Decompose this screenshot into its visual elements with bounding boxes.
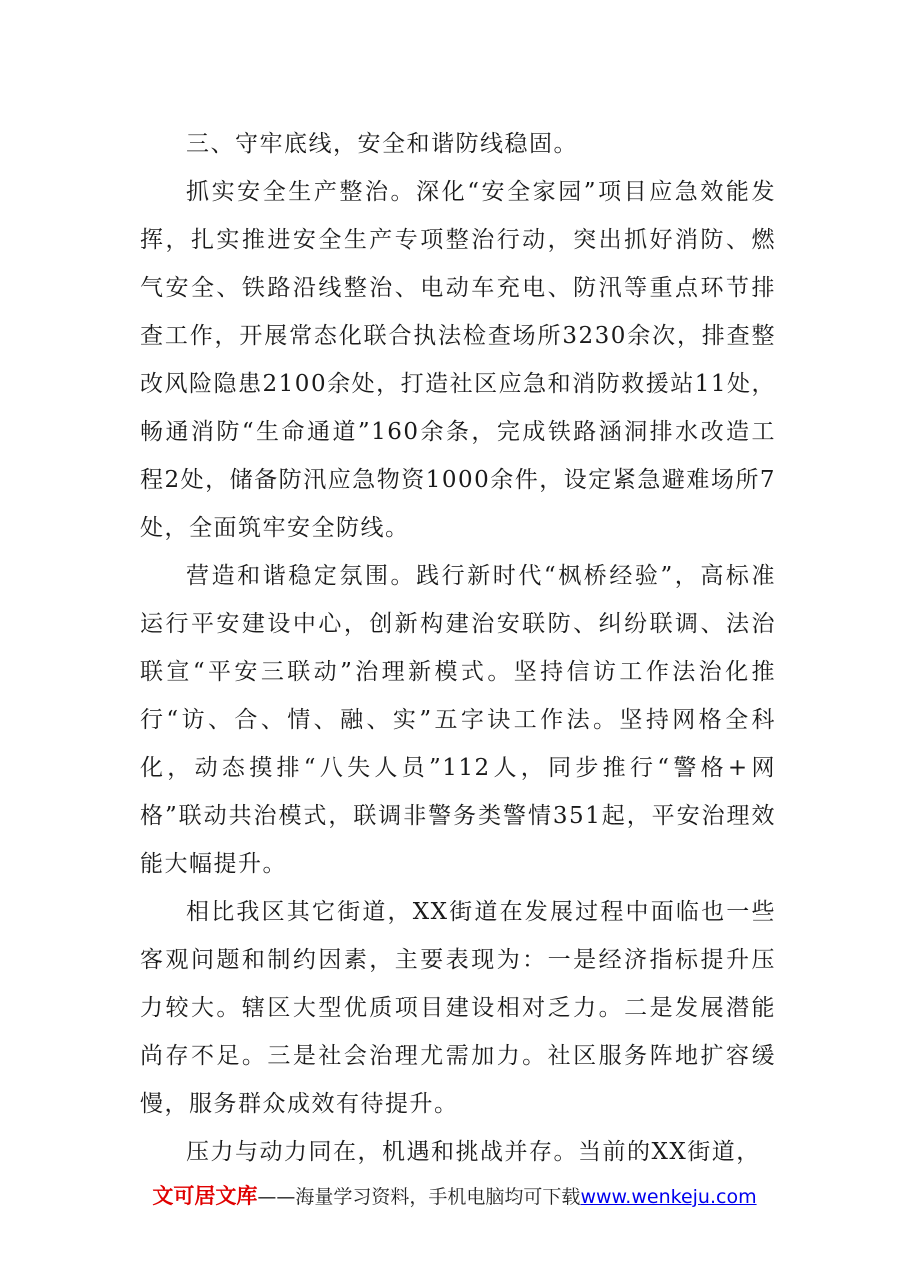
footer-banner (0, 1180, 909, 1210)
document-body (140, 120, 776, 1176)
footer-tagline: ——海量学习资料，手机电脑均可下载 (257, 1186, 581, 1208)
paragraph-pressure-motivation: 压力与动力同在，机遇和挑战并存。当前的XX街道， (186, 1139, 761, 1165)
section-heading: 三、守牢底线，安全和谐防线稳固。 (186, 131, 578, 157)
footer-brand: 文可居文库 (152, 1184, 258, 1208)
paragraph-problems: 相比我区其它街道，XX街道在发展过程中面临也一些客观问题和制约因素，主要表现为：一是经济指标提升压力较大。辖区大型优质项目建设相对乏力。二是发展潜能尚存不足。三是社会治理尤需加力。社区服务阵地扩容缓慢，服务群众成效有待提升。 (140, 899, 776, 1117)
paragraph-harmony-stability: 营造和谐稳定氛围。践行新时代“枫桥经验”，高标准运行平安建设中心，创新构建治安联防、纠纷联调、法治联宣“平安三联动”治理新模式。坚持信访工作法治化推行“访、合、情、融、实”五字诀工作法。坚持网格全科化，动态摸排“八失人员”112人，同步推行“警格+网格”联动共治模式，联调非警务类警情351起，平安治理效能大幅提升。 (140, 563, 776, 877)
paragraph-safety-production: 抓实安全生产整治。深化“安全家园”项目应急效能发挥，扎实推进安全生产专项整治行动，突出抓好消防、燃气安全、铁路沿线整治、电动车充电、防汛等重点环节排查工作，开展常态化联合执法检查场所3230余次，排查整改风险隐患2100余处，打造社区应急和消防救援站11处，畅通消防“生命通道”160余条，完成铁路涵洞排水改造工程2处，储备防汛应急物资1000余件，设定紧急避难场所7处，全面筑牢安全防线。 (140, 179, 776, 541)
footer-url-link[interactable]: www.wenkeju.com (580, 1186, 757, 1208)
